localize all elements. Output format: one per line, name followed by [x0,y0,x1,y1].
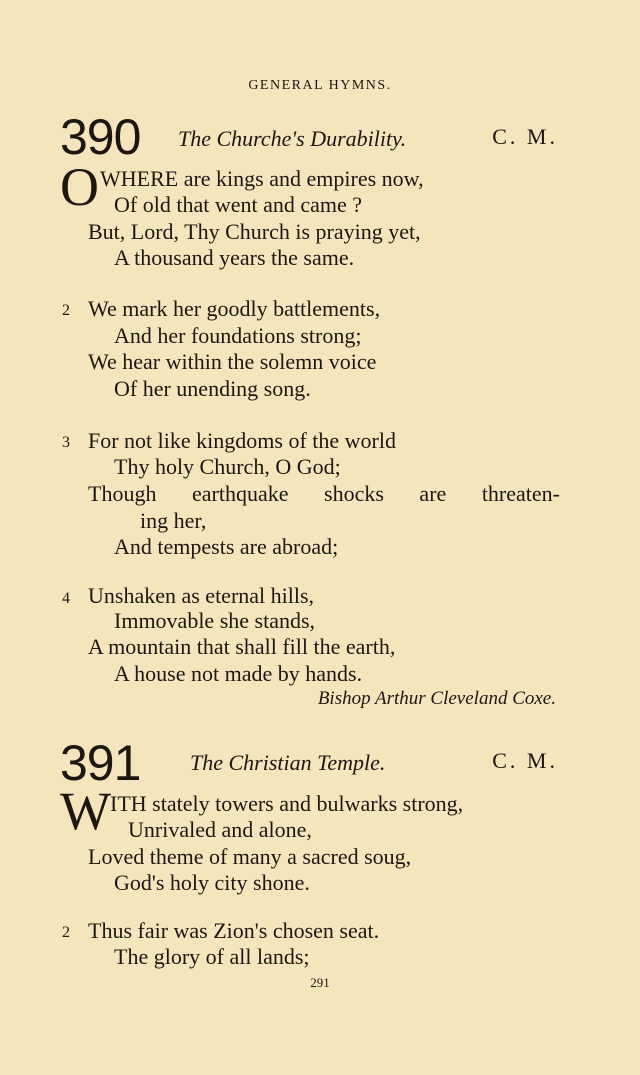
stanza-number: 4 [62,590,70,607]
drop-cap: O [60,157,99,217]
verse-line: Though earthquake shocks are threaten- [88,481,560,506]
page-number: 291 [310,975,330,990]
verse-line: A thousand years the same. [114,245,355,270]
verse-line: ITH stately towers and bulwarks strong, [110,791,464,816]
hymn-number: 390 [60,109,141,165]
verse-line: We mark her goodly battlements, [88,296,381,321]
verse-line: But, Lord, Thy Church is praying yet, [88,219,421,244]
verse-line: Thy holy Church, O God; [114,454,341,479]
verse-line: A house not made by hands. [114,661,363,686]
hymn-390-heading [0,109,640,165]
stanza-number: 2 [62,302,70,319]
verse-line: And tempests are abroad; [114,534,339,559]
hymn-meter: C. M. [492,748,558,773]
stanza-number: 3 [62,434,70,451]
hymn-number: 391 [60,735,141,791]
verse-line: ing her, [140,508,207,533]
verse-line: Of her unending song. [114,376,311,401]
verse-line: WHERE are kings and empires now, [100,166,424,191]
attribution: Bishop Arthur Cleveland Coxe. [317,688,556,709]
verse-line: Unrivaled and alone, [128,817,312,842]
hymn-title: The Churche's Durability. [178,126,407,151]
verse-line: A mountain that shall fill the earth, [88,634,396,659]
verse-line: God's holy city shone. [114,870,310,895]
verse-line: Immovable she stands, [114,608,316,633]
hymn-meter: C. M. [492,124,558,149]
hymn-title: The Christian Temple. [190,750,386,775]
verse-line: The glory of all lands; [114,944,310,969]
verse-line: Thus fair was Zion's chosen seat. [88,918,380,943]
verse-line: We hear within the solemn voice [88,349,377,374]
verse-line: And her foundations strong; [114,323,362,348]
verse-line: Loved theme of many a sacred soug, [88,844,412,869]
stanza-number: 2 [62,924,70,941]
verse-line: For not like kingdoms of the world [88,428,396,453]
running-head: GENERAL HYMNS. [248,78,392,93]
verse-line: Of old that went and came ? [114,192,363,217]
verse-line: Unshaken as eternal hills, [88,583,315,608]
drop-cap: W [60,781,111,841]
